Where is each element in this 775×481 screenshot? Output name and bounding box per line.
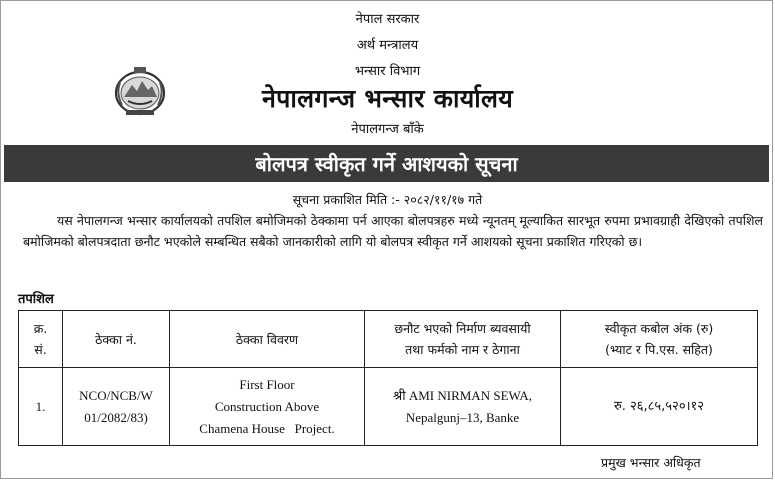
cell-amount: रु. २६,८५,५२०।१२: [561, 368, 758, 446]
col-header-contract-no: ठेक्का नं.: [63, 311, 170, 368]
office-location: नेपालगन्ज बाँके: [351, 122, 424, 137]
signatory-title: प्रमुख भन्सार अधिकृत: [601, 455, 701, 470]
col-header-contractor: छनौट भएको निर्माण ब्यवसायी तथा फर्मको नाम र ठेगाना: [365, 311, 561, 368]
col-header-description: ठेक्का विवरण: [170, 311, 365, 368]
ministry-name: अर्थ मन्त्रालय: [356, 38, 419, 53]
cell-contract-no: NCO/NCB/W 01/2082/83): [63, 368, 170, 446]
cell-sn: 1.: [19, 368, 63, 446]
notice-title: बोलपत्र स्वीकृत गर्ने आशयको सूचना: [255, 152, 518, 176]
cell-description: First Floor Construction Above Chamena House Project.: [170, 368, 365, 446]
details-label: तपशिल: [18, 292, 54, 307]
table-row: [19, 368, 758, 446]
table-header-row: [19, 311, 758, 368]
col-header-amount: स्वीकृत कबोल अंक (रु) (भ्याट र पि.एस. सहित): [561, 311, 758, 368]
col-header-sn: क्र. सं.: [19, 311, 63, 368]
notice-title-banner: [4, 145, 769, 182]
tender-table: [18, 310, 758, 446]
office-name: नेपालगन्ज भन्सार कार्यालय: [261, 84, 514, 113]
government-name: नेपाल सरकार: [355, 12, 420, 27]
notice-body: यस नेपालगन्ज भन्सार कार्यालयको तपशिल बमोजिमको ठेक्कामा पर्न आएका बोलपत्रहरु मध्ये न्यूनतम् मूल्याकित सारभूत रुपमा प्रभावग्राही देखिएको तपशिल बमोजिमको बोलपत्रदाता छनौट भएकोले सम्बन्धित सबैको जानकारीको लागि यो बोलपत्र स्वीकृत गर्ने आशयको सूचना प्रकाशित गरिएको छ।: [23, 213, 763, 249]
cell-contractor: श्री AMI NIRMAN SEWA, Nepalgunj–13, Banke: [365, 368, 561, 446]
department-name: भन्सार विभाग: [354, 64, 421, 79]
published-date: सूचना प्रकाशित मिति :- २०८२/११/१७ गते: [292, 192, 483, 207]
